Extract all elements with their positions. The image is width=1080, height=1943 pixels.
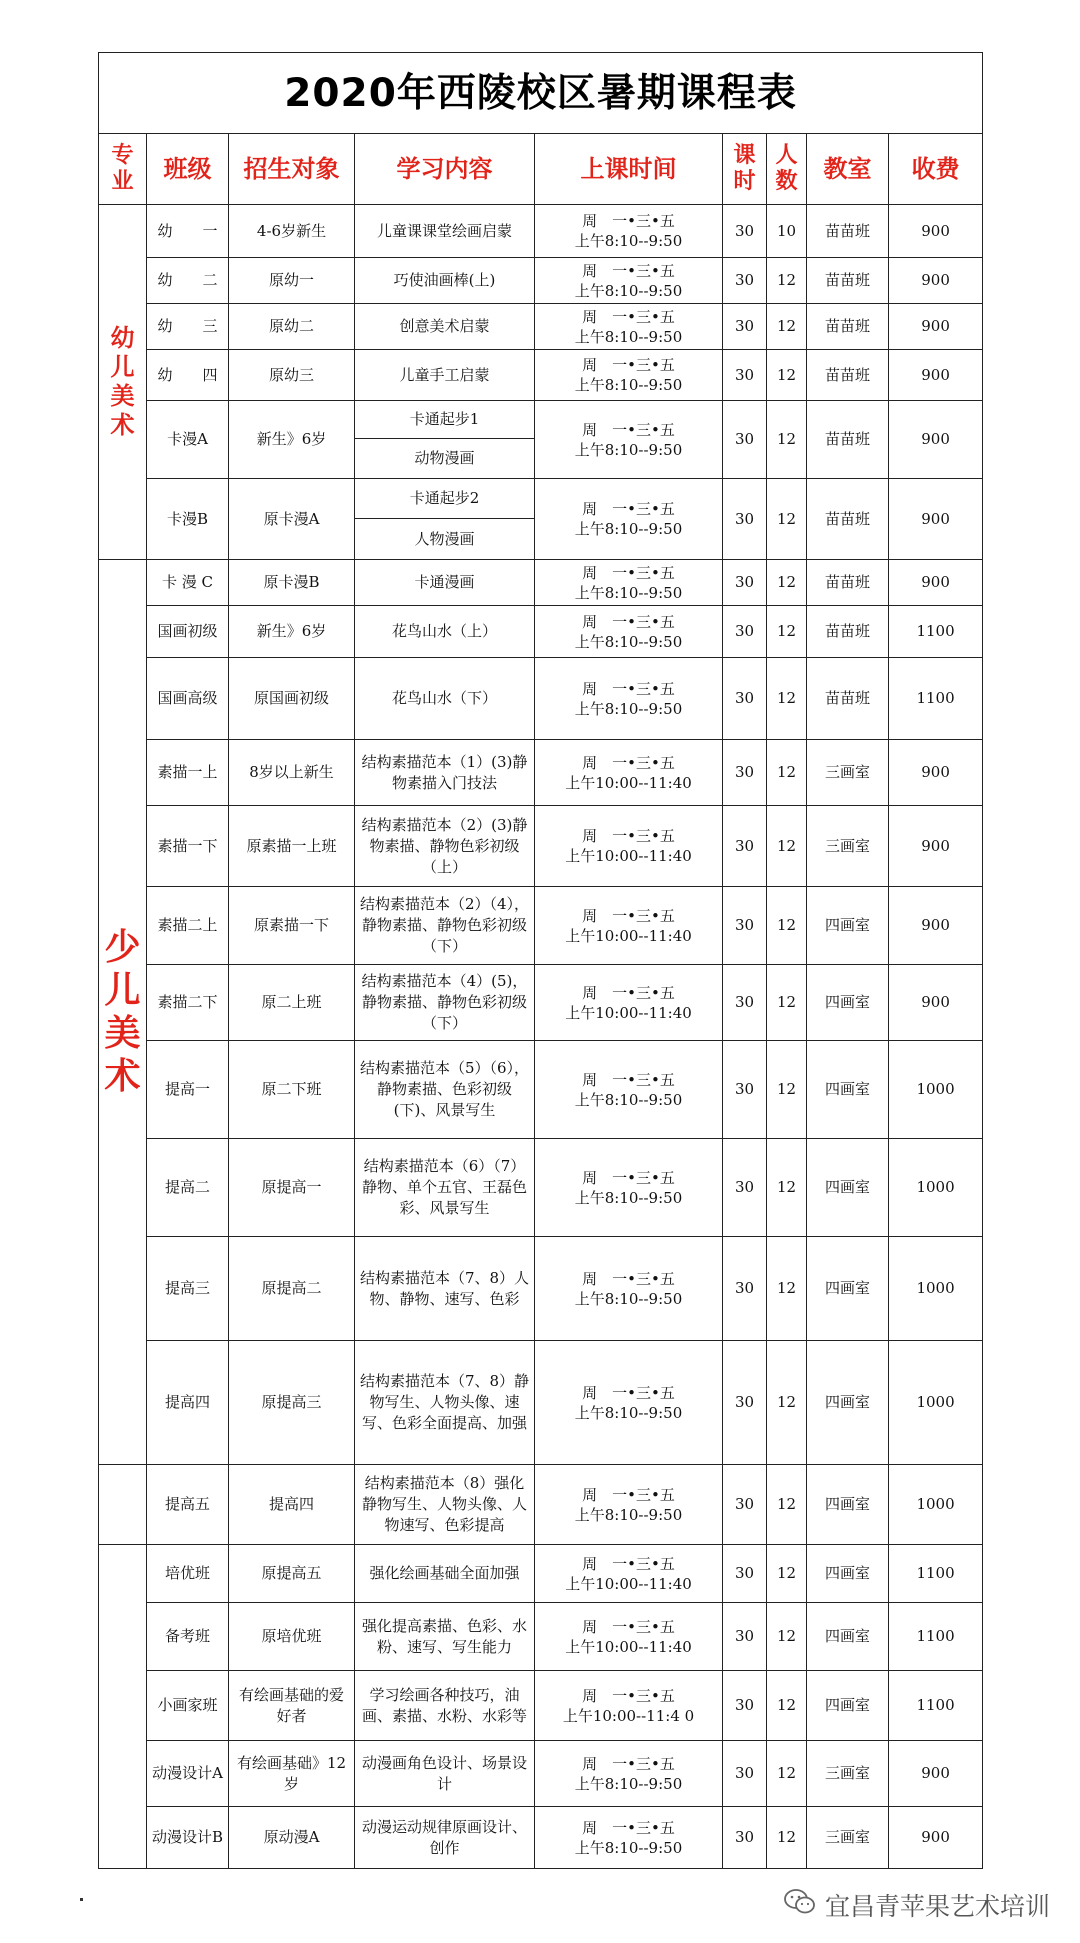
time-cell: 周 一•三•五 上午10:00--11:40 — [535, 1545, 723, 1603]
people-cell: 12 — [767, 740, 807, 806]
hours-cell: 30 — [723, 1341, 767, 1465]
target-cell: 原二下班 — [229, 1041, 355, 1139]
room-cell: 三画室 — [807, 1807, 889, 1869]
content-cell: 动漫运动规律原画设计、创作 — [355, 1807, 535, 1869]
people-cell: 12 — [767, 1603, 807, 1671]
room-cell: 四画室 — [807, 1237, 889, 1341]
people-cell: 12 — [767, 658, 807, 740]
class-cell: 幼 一 — [147, 205, 229, 258]
room-cell: 苗苗班 — [807, 401, 889, 479]
people-cell: 12 — [767, 401, 807, 479]
target-cell: 新生》6岁 — [229, 401, 355, 479]
fee-cell: 1100 — [889, 1671, 983, 1741]
content-cell: 巧使油画棒(上) — [355, 258, 535, 304]
people-cell: 12 — [767, 965, 807, 1041]
time-cell: 周 一•三•五 上午10:00--11:40 — [535, 806, 723, 887]
time-cell: 周 一•三•五 上午8:10--9:50 — [535, 658, 723, 740]
hours-cell: 30 — [723, 1139, 767, 1237]
content-cell: 结构素描范本（6）（7）静物、单个五官、王磊色彩、风景写生 — [355, 1139, 535, 1237]
content-cell: 儿童课课堂绘画启蒙 — [355, 205, 535, 258]
class-cell: 国画高级 — [147, 658, 229, 740]
fee-cell: 1100 — [889, 658, 983, 740]
time-cell: 周 一•三•五 上午10:00--11:40 — [535, 740, 723, 806]
people-cell: 12 — [767, 1671, 807, 1741]
fee-cell: 900 — [889, 350, 983, 401]
content-cell: 卡通起步2 — [355, 479, 535, 519]
time-cell: 周 一•三•五 上午8:10--9:50 — [535, 258, 723, 304]
content-cell: 人物漫画 — [355, 519, 535, 560]
header-time: 上课时间 — [535, 134, 723, 205]
hours-cell: 30 — [723, 1671, 767, 1741]
class-cell: 提高四 — [147, 1341, 229, 1465]
room-cell: 四画室 — [807, 1139, 889, 1237]
room-cell: 苗苗班 — [807, 258, 889, 304]
time-cell: 周 一•三•五 上午8:10--9:50 — [535, 1237, 723, 1341]
target-cell: 原提高三 — [229, 1341, 355, 1465]
content-cell: 卡通起步1 — [355, 401, 535, 439]
major-blank — [99, 1465, 147, 1545]
content-cell: 结构素描范本（7、8）静物写生、人物头像、速写、色彩全面提高、加强 — [355, 1341, 535, 1465]
class-cell: 幼 三 — [147, 304, 229, 350]
table-row — [99, 1807, 983, 1869]
table-row — [99, 1741, 983, 1807]
target-cell: 原卡漫B — [229, 560, 355, 606]
fee-cell: 900 — [889, 205, 983, 258]
people-cell: 12 — [767, 1465, 807, 1545]
target-cell: 新生》6岁 — [229, 606, 355, 658]
room-cell: 四画室 — [807, 1041, 889, 1139]
room-cell: 苗苗班 — [807, 350, 889, 401]
room-cell: 四画室 — [807, 1465, 889, 1545]
people-cell: 12 — [767, 1139, 807, 1237]
people-cell: 12 — [767, 304, 807, 350]
header-target: 招生对象 — [229, 134, 355, 205]
fee-cell: 900 — [889, 887, 983, 965]
target-cell: 8岁以上新生 — [229, 740, 355, 806]
target-cell: 原素描一上班 — [229, 806, 355, 887]
time-cell: 周 一•三•五 上午8:10--9:50 — [535, 479, 723, 560]
content-cell: 强化提高素描、色彩、水粉、速写、写生能力 — [355, 1603, 535, 1671]
hours-cell: 30 — [723, 965, 767, 1041]
fee-cell: 1100 — [889, 1603, 983, 1671]
people-cell: 12 — [767, 606, 807, 658]
room-cell: 苗苗班 — [807, 304, 889, 350]
target-cell: 原卡漫A — [229, 479, 355, 560]
people-cell: 12 — [767, 258, 807, 304]
class-cell: 动漫设计A — [147, 1741, 229, 1807]
people-cell: 12 — [767, 1041, 807, 1139]
target-cell: 原幼二 — [229, 304, 355, 350]
title-row — [99, 53, 983, 134]
class-cell: 动漫设计B — [147, 1807, 229, 1869]
table-row — [99, 1671, 983, 1741]
content-cell: 结构素描范本（2）（4），静物素描、静物色彩初级（下） — [355, 887, 535, 965]
people-cell: 10 — [767, 205, 807, 258]
table-row — [99, 1603, 983, 1671]
major-shaoer: 少儿美术 — [99, 560, 147, 1465]
class-cell: 素描二上 — [147, 887, 229, 965]
fee-cell: 900 — [889, 740, 983, 806]
target-cell: 提高四 — [229, 1465, 355, 1545]
people-cell: 12 — [767, 350, 807, 401]
header-fee: 收费 — [889, 134, 983, 205]
hours-cell: 30 — [723, 401, 767, 479]
fee-cell: 1000 — [889, 1237, 983, 1341]
room-cell: 苗苗班 — [807, 560, 889, 606]
table-row — [99, 606, 983, 658]
time-cell: 周 一•三•五 上午8:10--9:50 — [535, 1807, 723, 1869]
fee-cell: 900 — [889, 1807, 983, 1869]
header-content: 学习内容 — [355, 134, 535, 205]
hours-cell: 30 — [723, 1741, 767, 1807]
target-cell: 原幼一 — [229, 258, 355, 304]
class-cell: 卡 漫 C — [147, 560, 229, 606]
time-cell: 周 一•三•五 上午10:00--11:40 — [535, 887, 723, 965]
target-cell: 原提高五 — [229, 1545, 355, 1603]
fee-cell: 1000 — [889, 1041, 983, 1139]
table-row — [99, 350, 983, 401]
people-cell: 12 — [767, 1807, 807, 1869]
content-cell: 结构素描范本（2）(3)静物素描、静物色彩初级（上） — [355, 806, 535, 887]
class-cell: 卡漫B — [147, 479, 229, 560]
time-cell: 周 一•三•五 上午8:10--9:50 — [535, 401, 723, 479]
header-people: 人数 — [767, 134, 807, 205]
stray-dot — [80, 1898, 83, 1901]
time-cell: 周 一•三•五 上午8:10--9:50 — [535, 606, 723, 658]
hours-cell: 30 — [723, 479, 767, 560]
time-cell: 周 一•三•五 上午8:10--9:50 — [535, 1741, 723, 1807]
target-cell: 原二上班 — [229, 965, 355, 1041]
hours-cell: 30 — [723, 1237, 767, 1341]
content-cell: 学习绘画各种技巧，油画、素描、水粉、水彩等 — [355, 1671, 535, 1741]
target-cell: 原素描一下 — [229, 887, 355, 965]
content-cell: 结构素描范本（1）(3)静物素描入门技法 — [355, 740, 535, 806]
class-cell: 幼 四 — [147, 350, 229, 401]
content-cell: 动漫画角色设计、场景设计 — [355, 1741, 535, 1807]
table-row — [99, 1139, 983, 1237]
class-cell: 素描一上 — [147, 740, 229, 806]
room-cell: 苗苗班 — [807, 479, 889, 560]
table-row — [99, 1465, 983, 1545]
table-row — [99, 740, 983, 806]
fee-cell: 900 — [889, 304, 983, 350]
fee-cell: 900 — [889, 401, 983, 479]
room-cell: 四画室 — [807, 1603, 889, 1671]
fee-cell: 900 — [889, 479, 983, 560]
class-cell: 提高三 — [147, 1237, 229, 1341]
table-row — [99, 258, 983, 304]
content-cell: 结构素描范本（8）强化静物写生、人物头像、人物速写、色彩提高 — [355, 1465, 535, 1545]
people-cell: 12 — [767, 1237, 807, 1341]
target-cell: 原提高一 — [229, 1139, 355, 1237]
people-cell: 12 — [767, 1741, 807, 1807]
schedule-table — [98, 52, 983, 1869]
table-row — [99, 1545, 983, 1603]
target-cell: 原动漫A — [229, 1807, 355, 1869]
time-cell: 周 一•三•五 上午8:10--9:50 — [535, 1465, 723, 1545]
content-cell: 结构素描范本（5）（6），静物素描、色彩初级(下)、风景写生 — [355, 1041, 535, 1139]
room-cell: 四画室 — [807, 1341, 889, 1465]
table-row — [99, 205, 983, 258]
table-row — [99, 1041, 983, 1139]
header-row — [99, 134, 983, 205]
content-cell: 创意美术启蒙 — [355, 304, 535, 350]
hours-cell: 30 — [723, 606, 767, 658]
target-cell: 有绘画基础的爱好者 — [229, 1671, 355, 1741]
table-row — [99, 560, 983, 606]
table-row — [99, 658, 983, 740]
target-cell: 4-6岁新生 — [229, 205, 355, 258]
content-cell: 结构素描范本（7、8）人物、静物、速写、色彩 — [355, 1237, 535, 1341]
time-cell: 周 一•三•五 上午10:00--11:40 — [535, 1603, 723, 1671]
watermark-text: 宜昌青苹果艺术培训 — [824, 1892, 1050, 1921]
fee-cell: 1000 — [889, 1465, 983, 1545]
header-class: 班级 — [147, 134, 229, 205]
table-row — [99, 887, 983, 965]
room-cell: 四画室 — [807, 965, 889, 1041]
class-cell: 提高二 — [147, 1139, 229, 1237]
room-cell: 四画室 — [807, 887, 889, 965]
hours-cell: 30 — [723, 1041, 767, 1139]
room-cell: 四画室 — [807, 1545, 889, 1603]
content-cell: 花鸟山水（上） — [355, 606, 535, 658]
fee-cell: 900 — [889, 1741, 983, 1807]
header-major: 专业 — [99, 134, 147, 205]
time-cell: 周 一•三•五 上午8:10--9:50 — [535, 1139, 723, 1237]
time-cell: 周 一•三•五 上午10:00--11:40 — [535, 965, 723, 1041]
class-cell: 国画初级 — [147, 606, 229, 658]
time-cell: 周 一•三•五 上午10:00--11:4 0 — [535, 1671, 723, 1741]
header-hours: 课时 — [723, 134, 767, 205]
content-cell: 儿童手工启蒙 — [355, 350, 535, 401]
hours-cell: 30 — [723, 658, 767, 740]
class-cell: 提高一 — [147, 1041, 229, 1139]
people-cell: 12 — [767, 887, 807, 965]
watermark — [783, 1887, 1050, 1923]
class-cell: 小画家班 — [147, 1671, 229, 1741]
time-cell: 周 一•三•五 上午8:10--9:50 — [535, 1041, 723, 1139]
room-cell: 苗苗班 — [807, 658, 889, 740]
room-cell: 三画室 — [807, 740, 889, 806]
target-cell: 原幼三 — [229, 350, 355, 401]
major-youer: 幼儿美术 — [99, 205, 147, 560]
people-cell: 12 — [767, 479, 807, 560]
time-cell: 周 一•三•五 上午8:10--9:50 — [535, 560, 723, 606]
content-cell: 结构素描范本（4）(5)，静物素描、静物色彩初级（下） — [355, 965, 535, 1041]
people-cell: 12 — [767, 1545, 807, 1603]
fee-cell: 1000 — [889, 1341, 983, 1465]
room-cell: 苗苗班 — [807, 205, 889, 258]
content-cell: 花鸟山水（下） — [355, 658, 535, 740]
class-cell: 备考班 — [147, 1603, 229, 1671]
table-row — [99, 304, 983, 350]
class-cell: 培优班 — [147, 1545, 229, 1603]
hours-cell: 30 — [723, 1465, 767, 1545]
target-cell: 原提高二 — [229, 1237, 355, 1341]
table-row — [99, 965, 983, 1041]
hours-cell: 30 — [723, 887, 767, 965]
header-room: 教室 — [807, 134, 889, 205]
hours-cell: 30 — [723, 205, 767, 258]
fee-cell: 1100 — [889, 1545, 983, 1603]
time-cell: 周 一•三•五 上午8:10--9:50 — [535, 1341, 723, 1465]
schedule-sheet — [98, 52, 982, 1869]
people-cell: 12 — [767, 1341, 807, 1465]
content-cell: 动物漫画 — [355, 439, 535, 479]
target-cell: 原培优班 — [229, 1603, 355, 1671]
hours-cell: 30 — [723, 1603, 767, 1671]
room-cell: 三画室 — [807, 1741, 889, 1807]
time-cell: 周 一•三•五 上午8:10--9:50 — [535, 350, 723, 401]
hours-cell: 30 — [723, 1545, 767, 1603]
wechat-icon — [783, 1888, 817, 1922]
time-cell: 周 一•三•五 上午8:10--9:50 — [535, 205, 723, 258]
class-cell: 提高五 — [147, 1465, 229, 1545]
hours-cell: 30 — [723, 350, 767, 401]
target-cell: 原国画初级 — [229, 658, 355, 740]
page-title: 2020年西陵校区暑期课程表 — [99, 53, 983, 134]
major-blank — [99, 1545, 147, 1869]
room-cell: 三画室 — [807, 806, 889, 887]
fee-cell: 1000 — [889, 1139, 983, 1237]
fee-cell: 900 — [889, 806, 983, 887]
people-cell: 12 — [767, 806, 807, 887]
time-cell: 周 一•三•五 上午8:10--9:50 — [535, 304, 723, 350]
table-row — [99, 401, 983, 439]
table-row — [99, 1237, 983, 1341]
hours-cell: 30 — [723, 258, 767, 304]
content-cell: 强化绘画基础全面加强 — [355, 1545, 535, 1603]
table-row — [99, 1341, 983, 1465]
class-cell: 卡漫A — [147, 401, 229, 479]
class-cell: 素描一下 — [147, 806, 229, 887]
content-cell: 卡通漫画 — [355, 560, 535, 606]
hours-cell: 30 — [723, 304, 767, 350]
target-cell: 有绘画基础》12岁 — [229, 1741, 355, 1807]
people-cell: 12 — [767, 560, 807, 606]
table-row — [99, 806, 983, 887]
hours-cell: 30 — [723, 740, 767, 806]
fee-cell: 900 — [889, 965, 983, 1041]
class-cell: 幼 二 — [147, 258, 229, 304]
fee-cell: 900 — [889, 560, 983, 606]
table-row — [99, 479, 983, 519]
room-cell: 苗苗班 — [807, 606, 889, 658]
fee-cell: 1100 — [889, 606, 983, 658]
fee-cell: 900 — [889, 258, 983, 304]
room-cell: 四画室 — [807, 1671, 889, 1741]
hours-cell: 30 — [723, 1807, 767, 1869]
class-cell: 素描二下 — [147, 965, 229, 1041]
hours-cell: 30 — [723, 806, 767, 887]
hours-cell: 30 — [723, 560, 767, 606]
